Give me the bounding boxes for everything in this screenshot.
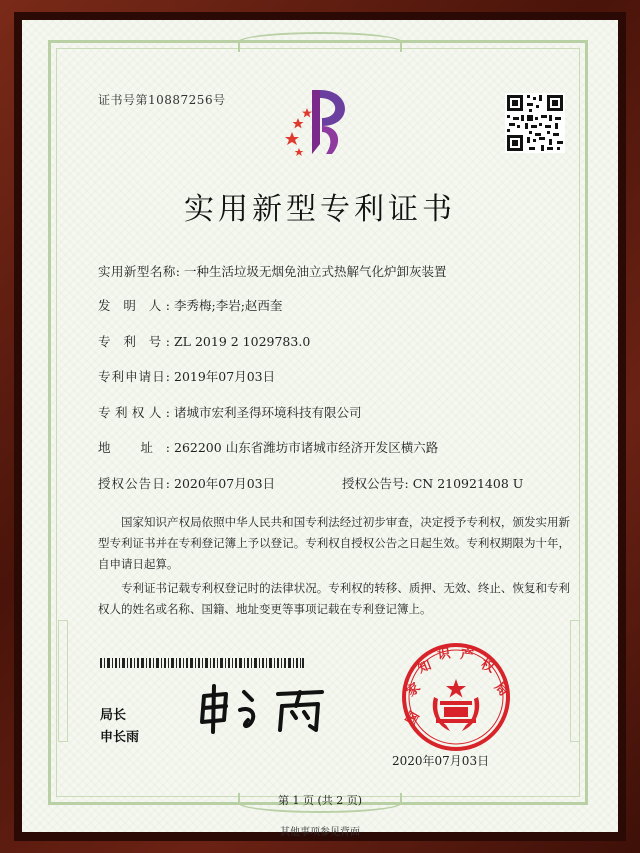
border-ornament-right [570,620,580,742]
field-value: 2020年07月03日 [174,476,276,491]
field-value: 李秀梅;李岩;赵西奎 [174,298,283,313]
field-value: 一种生活垃圾无烟免油立式热解气化炉卸灰装置 [184,264,447,279]
official-seal [400,641,512,753]
page-number: 第 1 页 (共 2 页) [277,794,363,807]
svg-text:权: 权 [478,657,497,677]
svg-text:产: 产 [459,647,475,664]
svg-text:知: 知 [415,657,434,677]
footer-note: 其他事项参见背面 [280,827,360,838]
body-paragraph-1: 国家知识产权局依照中华人民共和国专利法经过初步审查，决定授予专利权，颁发实用新型专利证书并在专利登记簿上予以登记。专利权自授权公告之日起生效。专利权期限为十年，自申请日起算。 [98,515,570,571]
certificate-number: 证书号第10887256号 [98,93,226,107]
svg-text:国: 国 [403,709,423,728]
field-label: 发 明 人: [98,298,170,313]
field-patent-number [98,332,310,350]
field-label: 实用新型名称: [98,264,180,279]
signature-role-label: 局长 [100,708,127,723]
field-address [98,438,438,456]
field-application-date [98,367,275,385]
border-ornament-left [58,620,68,742]
signature-name-label: 申长雨 [100,730,140,745]
field-label: 专利权人: [98,405,170,420]
qr-code [505,93,565,153]
field-grant-date [98,474,275,492]
certificate-title: 实用新型专利证书 [184,192,456,227]
field-value: 262200 山东省潍坊市诸城市经济开发区横六路 [174,440,439,455]
field-label: 授权公告日: [98,476,170,491]
field-inventors [98,296,282,314]
field-announcement-number [342,474,523,492]
field-value: CN 210921408 U [412,476,524,491]
seal-date: 2020年07月03日 [392,754,490,768]
body-paragraph-2: 专利证书记载专利权登记时的法律状况。专利权的转移、质押、无效、终止、恢复和专利权人的姓名或名称、国籍、地址变更等事项记载在专利登记簿上。 [98,581,570,616]
field-patentee [98,403,362,421]
handwritten-signature [196,684,336,734]
barcode [100,658,304,668]
svg-text:局: 局 [491,679,511,700]
field-value: 2019年07月03日 [174,369,276,384]
field-value: 诸城市宏利圣得环境科技有限公司 [174,405,362,420]
svg-text:识: 识 [436,646,452,663]
patent-office-logo [282,82,362,162]
field-label: 地 址: [98,440,170,455]
field-label: 专利申请日: [98,369,170,384]
border-ornament-top [238,32,402,52]
field-label: 授权公告号: [342,476,409,491]
field-label: 专 利 号: [98,334,170,349]
svg-text:家: 家 [403,680,424,701]
field-utility-model-name [98,262,447,280]
field-value: ZL 2019 2 1029783.0 [174,334,311,349]
